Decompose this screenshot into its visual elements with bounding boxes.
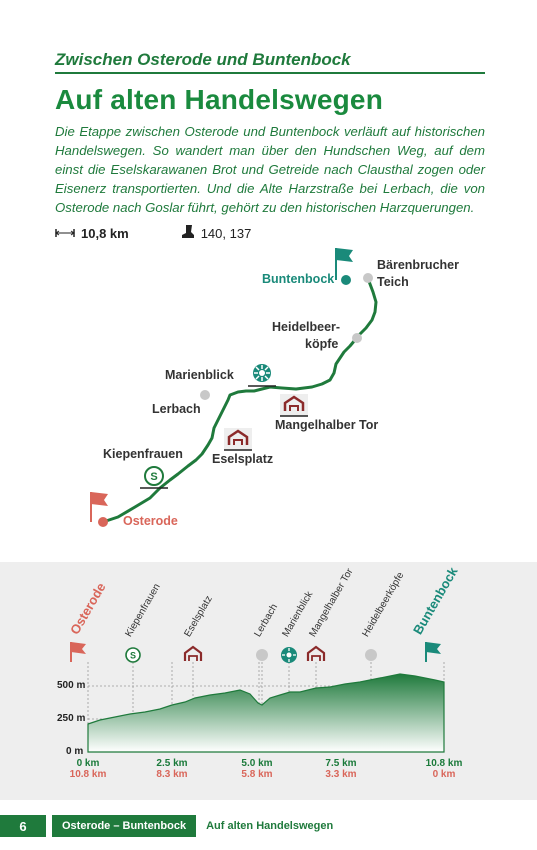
profile-label-kiepenfrauen: Kiepenfrauen: [123, 581, 163, 639]
profile-start-flag-icon: [71, 642, 86, 662]
y-tick-250: 250 m: [57, 713, 86, 724]
svg-text:S: S: [129, 650, 137, 661]
profile-sculpture-icon: [126, 648, 140, 662]
profile-lerbach-dot: [256, 649, 268, 661]
profile-heidelbeer-dot: [365, 649, 377, 661]
y-tick-500: 500 m: [57, 680, 86, 691]
end-flag-icon: [336, 248, 353, 285]
svg-text:S: S: [150, 471, 158, 483]
page-footer: [0, 815, 333, 837]
map-label-marienblick: Marienblick: [165, 368, 234, 382]
map-label-heidelbeer-1: Heidelbeer-: [272, 320, 341, 334]
profile-label-buntenbock: Buntenbock: [410, 564, 461, 637]
profile-hut-mangelhalber-icon: [308, 647, 324, 661]
map-label-mangelhalber: Mangelhalber Tor: [275, 418, 379, 432]
map-label-lerbach: Lerbach: [152, 402, 201, 416]
page-title: Auf alten Handelswegen: [55, 84, 384, 115]
y-tick-0: 0 m: [66, 746, 84, 757]
distance-value: 10,8 km: [81, 226, 129, 241]
footer-section: Osterode – Buntenbock: [52, 815, 196, 837]
profile-label-eselsplatz: Eselsplatz: [182, 594, 215, 639]
km-mark: 10.8 km 0 km: [425, 758, 463, 780]
section-subtitle: Zwischen Osterode und Buntenbock: [55, 50, 351, 69]
viewpoint-icon: [248, 364, 276, 386]
start-flag-icon: [91, 492, 108, 527]
map-label-buntenbock: Buntenbock: [262, 272, 335, 286]
km-mark: 2.5 km 8.3 km: [156, 758, 188, 780]
poi-baerenbrucher-dot: [363, 273, 373, 283]
profile-label-mangelhalber: Mangelhalber Tor: [307, 566, 356, 639]
profile-label-lerbach: Lerbach: [252, 602, 281, 639]
map-label-heidelbeer-2: köpfe: [305, 337, 339, 351]
poi-heidelbeer-dot: [352, 333, 362, 343]
profile-hut-eselsplatz-icon: [185, 647, 201, 661]
map-label-baerenbrucher-2: Teich: [377, 275, 409, 289]
route-map: [0, 240, 537, 540]
header-rule: [55, 72, 485, 74]
profile-label-heidelbeerkoepfe: Heidelbeerköpfe: [360, 570, 407, 639]
profile-label-osterode: Osterode: [67, 580, 109, 637]
poi-lerbach-dot: [200, 390, 210, 400]
route-line: [103, 278, 379, 522]
map-label-baerenbrucher-1: Bärenbrucher: [377, 258, 459, 272]
km-mark: 0 km 10.8 km: [69, 758, 107, 780]
profile-end-flag-icon: [426, 642, 441, 662]
profile-viewpoint-icon: [281, 647, 297, 663]
elevation-profile: [0, 562, 537, 800]
map-numbers: 140, 137: [200, 226, 252, 241]
page-number: 6: [0, 815, 46, 837]
hut-icon-mangelhalber: [280, 394, 308, 416]
intro-paragraph: Die Etappe zwischen Osterode und Buntenbock verläuft auf historischen Handelswegen. So wandert man über den Hundschen Weg, auf dem einst die Eselskarawanen Brot und Getreide nach Clausthal zogen oder Eisenerz transportierten. Und die Alte Harzstraße bei Lerbach, die von Osterode nach Goslar führt, gehört zu den historischen Harzquerungen.: [55, 124, 485, 215]
profile-label-marienblick: Marienblick: [280, 589, 316, 639]
hut-icon-eselsplatz: [224, 428, 252, 450]
map-label-osterode: Osterode: [123, 514, 178, 528]
distance-icon: [55, 226, 75, 241]
map-label-kiepenfrauen: Kiepenfrauen: [103, 447, 183, 461]
km-mark: 7.5 km 3.3 km: [325, 758, 357, 780]
km-mark: 5.0 km 5.8 km: [241, 758, 273, 780]
footer-chapter: Auf alten Handelswegen: [206, 820, 334, 832]
map-label-eselsplatz: Eselsplatz: [212, 452, 274, 466]
